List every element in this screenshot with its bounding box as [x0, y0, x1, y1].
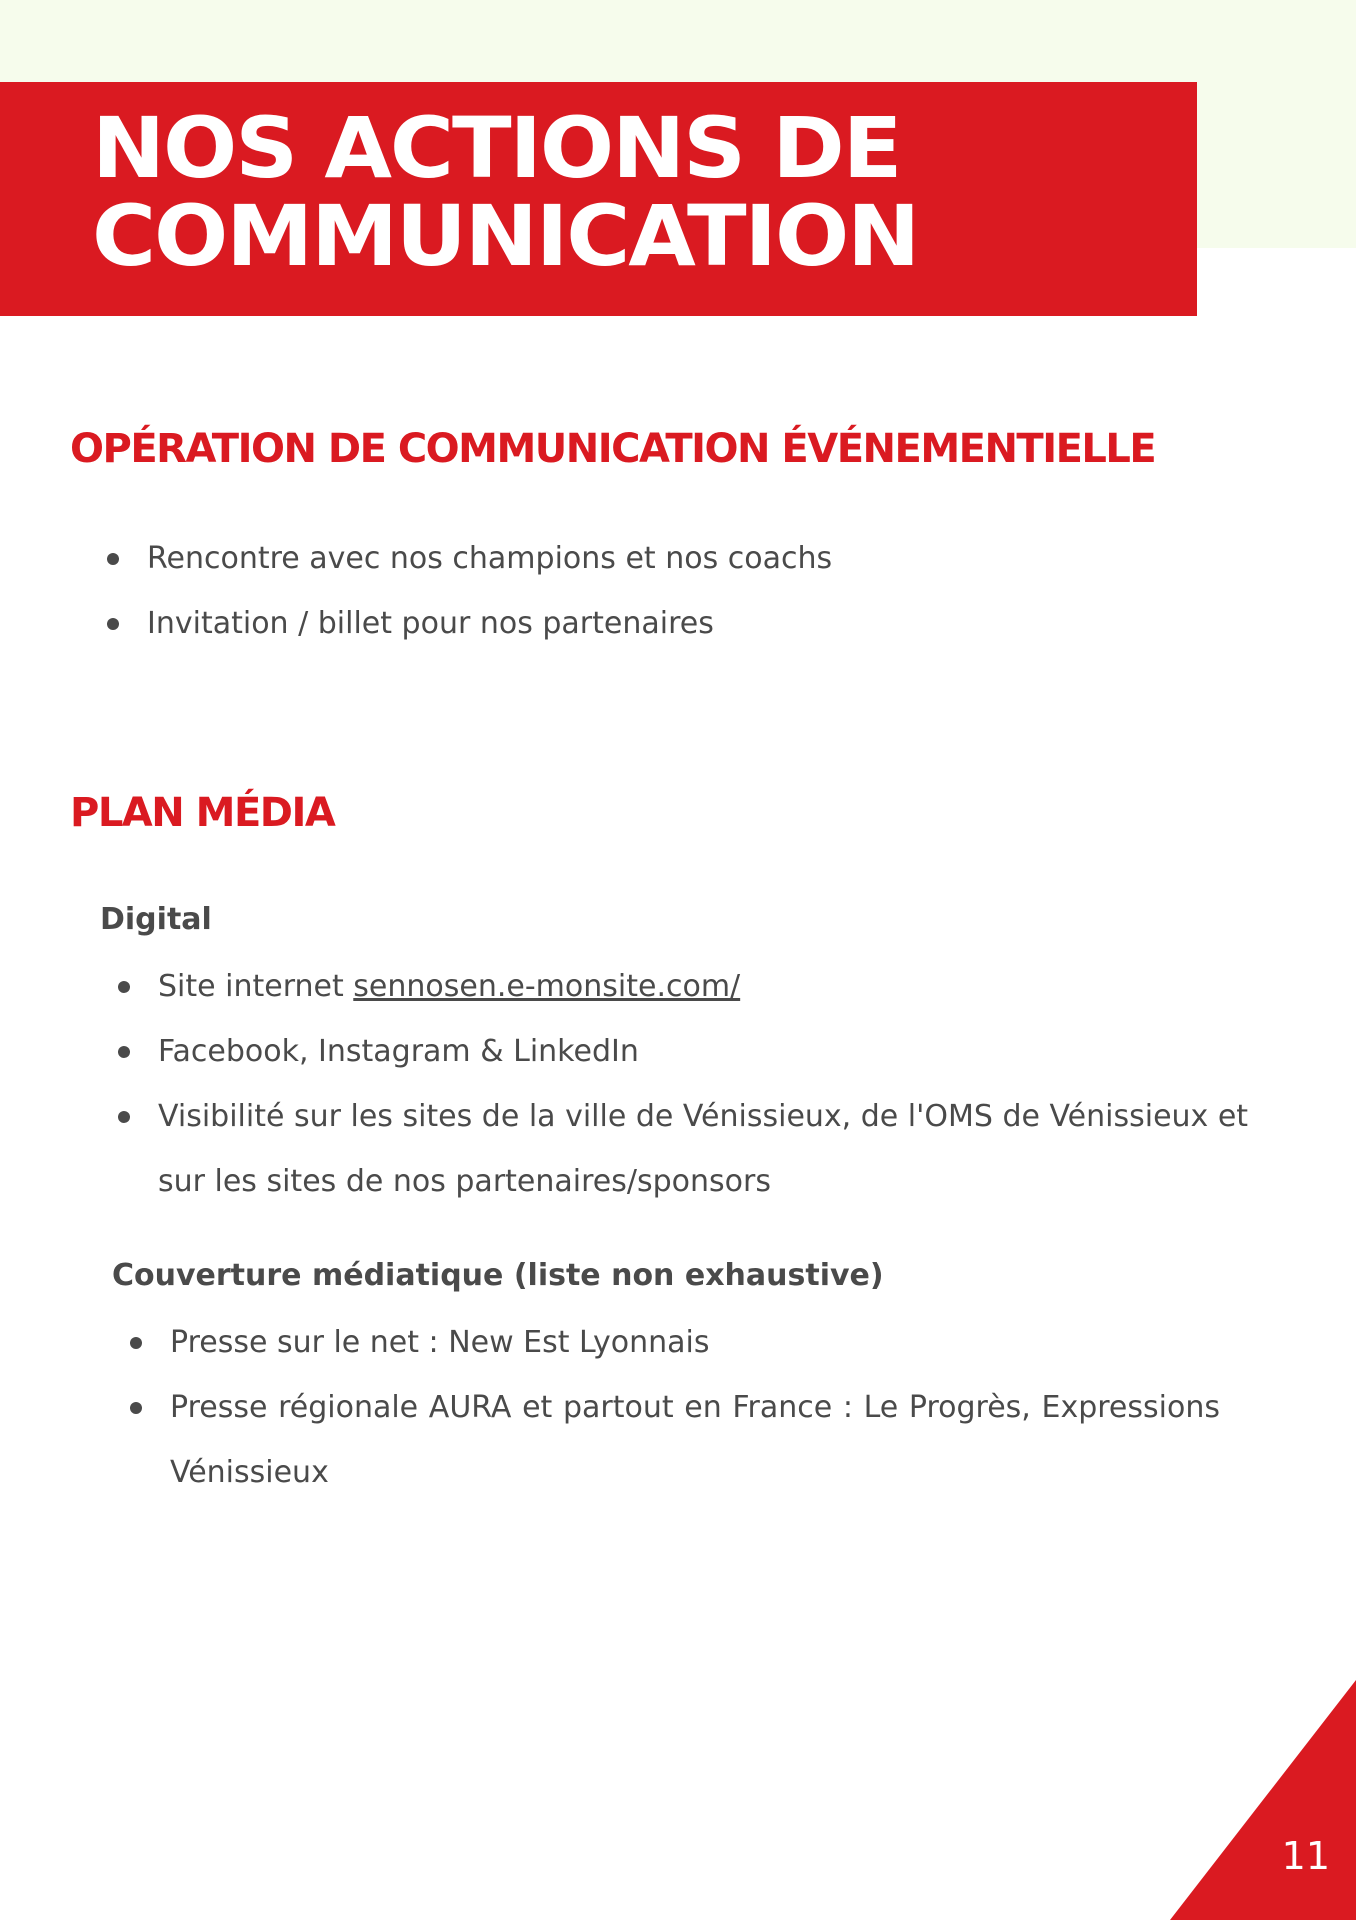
- list-item: [100, 591, 1200, 656]
- digital-list: [111, 954, 1261, 1214]
- list-item: [123, 1375, 1220, 1505]
- list-item-text: Facebook, Instagram & LinkedIn: [158, 1034, 639, 1069]
- page-title: [92, 99, 919, 285]
- bullet-icon: [118, 981, 130, 993]
- media-plan-heading: PLAN MÉDIA: [70, 790, 335, 836]
- page-number: 11: [1281, 1834, 1330, 1878]
- event-list: [100, 526, 1200, 656]
- list-item: [123, 1310, 1220, 1375]
- bullet-icon: [118, 1111, 130, 1123]
- website-link[interactable]: sennosen.e-monsite.com/: [353, 969, 741, 1004]
- list-item-text: Invitation / billet pour nos partenaires: [147, 606, 714, 641]
- site-prefix: Site internet: [158, 969, 354, 1004]
- bullet-icon: [130, 1337, 142, 1349]
- corner-triangle: [1170, 1680, 1356, 1920]
- list-item: [100, 526, 1200, 591]
- coverage-list: [123, 1310, 1220, 1505]
- coverage-heading: Couverture médiatique (liste non exhaustive): [112, 1258, 884, 1293]
- bullet-icon: [107, 618, 119, 630]
- list-item: [111, 1019, 1261, 1084]
- digital-heading: Digital: [100, 902, 212, 937]
- list-item-text: Rencontre avec nos champions et nos coachs: [147, 541, 833, 576]
- page-title-line-1: NOS ACTIONS DE: [92, 99, 901, 197]
- list-item-text: Presse sur le net : New Est Lyonnais: [170, 1325, 710, 1360]
- list-item: [111, 954, 1261, 1019]
- bullet-icon: [118, 1046, 130, 1058]
- page-title-line-2: COMMUNICATION: [92, 187, 919, 285]
- event-section-heading: OPÉRATION DE COMMUNICATION ÉVÉNEMENTIELLE: [70, 426, 1156, 472]
- bullet-icon: [130, 1402, 142, 1414]
- list-item: [111, 1084, 1261, 1214]
- list-item-text: Presse régionale AURA et partout en France : Le Progrès, Expressions Vénissieux: [170, 1390, 1220, 1490]
- bullet-icon: [107, 553, 119, 565]
- list-item-text: Visibilité sur les sites de la ville de Vénissieux, de l'OMS de Vénissieux et sur les sites de nos partenaires/sponsors: [158, 1099, 1249, 1199]
